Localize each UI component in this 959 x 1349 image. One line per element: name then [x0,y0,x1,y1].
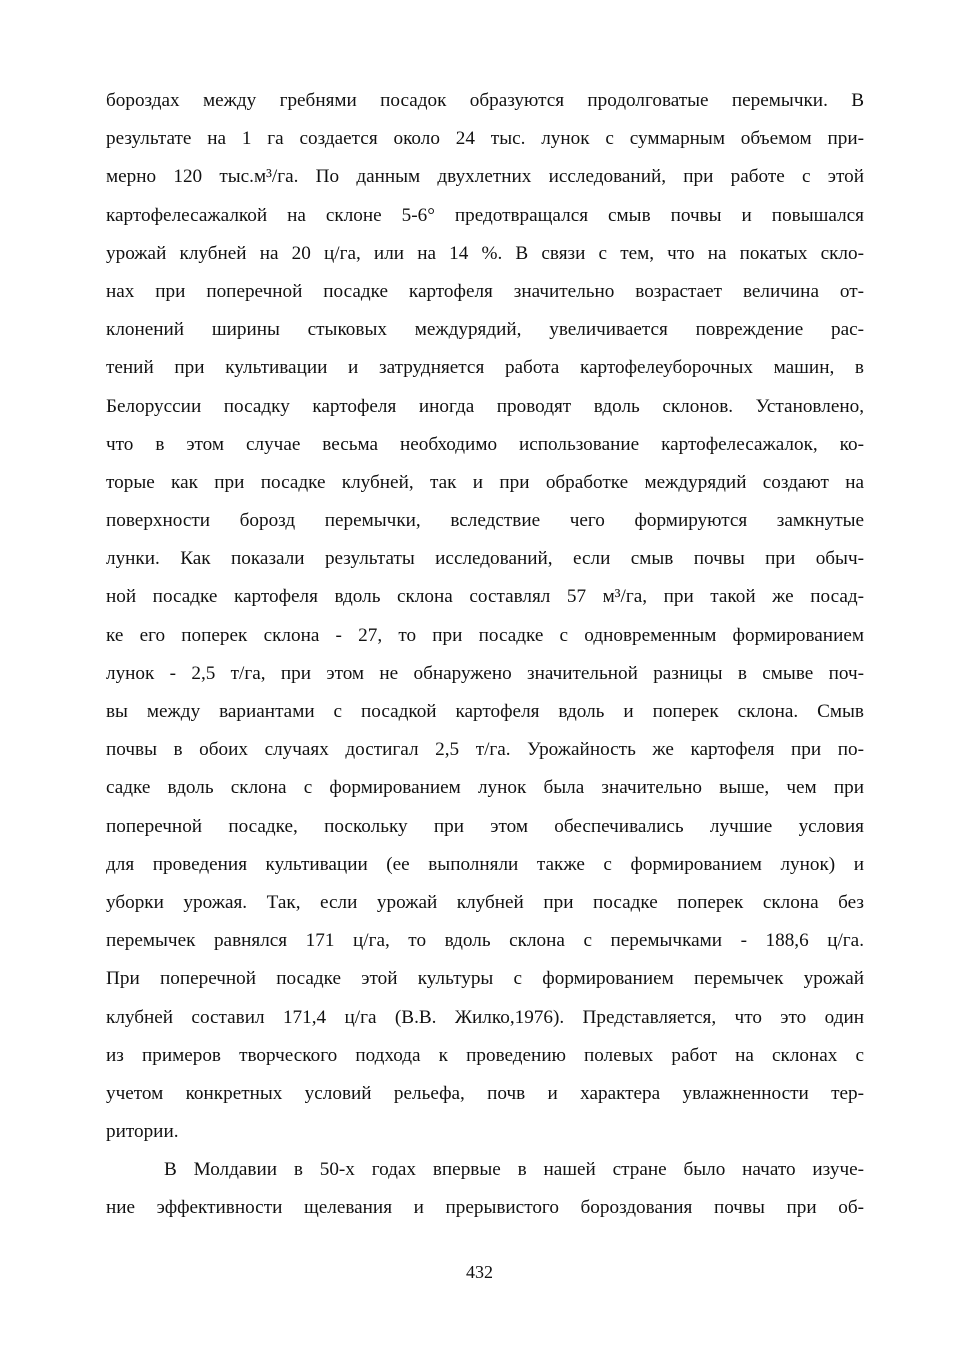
text-line: уборки урожая. Так, если урожай клубней при посадке поперек склона без [106,891,864,913]
text-line: ние эффективности щелевания и прерывистого бороздования почвы при об- [106,1197,864,1219]
text-line: вы между вариантами с посадкой картофеля вдоль и поперек склона. Смыв [106,701,864,722]
text-line: что в этом случае весьма необходимо использование картофелесажалок, ко- [106,433,864,455]
text-line: садке вдоль склона с формированием лунок была значительно выше, чем при [106,777,864,799]
text-line: ке его поперек склона - 27, то при посадке с одновременным формированием [106,624,864,646]
text-line: ной посадке картофеля вдоль склона составлял 57 м³/га, при такой же посад- [106,586,864,608]
text-line: перемычек равнялся 171 ц/га, то вдоль склона с перемычками - 188,6 ц/га. [106,930,864,952]
paragraph-2 [106,1151,864,1227]
text-line: лунок - 2,5 т/га, при этом не обнаружено значительной разницы в смыве поч- [106,662,864,684]
text-line: клубней составил 171,4 ц/га (В.В. Жилко,1976). Представляется, что это один [106,1006,864,1028]
text-line: для проведения культивации (ее выполняли также с формированием лунок) и [106,853,864,875]
text-line: нах при поперечной посадке картофеля значительно возрастает величина от- [106,280,864,302]
page-number: 432 [466,1262,493,1282]
text-line: из примеров творческого подхода к проведению полевых работ на склонах с [106,1044,864,1066]
paragraph-1 [106,82,864,1151]
text-line: лунки. Как показали результаты исследований, если смыв почвы при обыч- [106,548,864,570]
text-line: В Молдавии в 50-х годах впервые в нашей стране было начато изуче- [164,1159,864,1181]
text-line: мерно 120 тыс.м³/га. По данным двухлетних исследований, при работе с этой [106,166,864,188]
text-line: При поперечной посадке этой культуры с формированием перемычек урожай [106,968,864,990]
text-line: почвы в обоих случаях достигал 2,5 т/га. Урожайность же картофеля при по- [106,739,864,761]
text-line: тений при культивации и затрудняется работа картофелеуборочных машин, в [106,357,864,379]
text-line: поперечной посадке, поскольку при этом обеспечивались лучшие условия [106,815,864,837]
text-line: поверхности борозд перемычки, вследствие чего формируются замкнутые [106,510,864,532]
text-line: результате на 1 га создается около 24 тыс. лунок с суммарным объемом при- [106,128,864,150]
body-text [106,82,864,1228]
text-line: урожай клубней на 20 ц/га, или на 14 %. В связи с тем, что на покатых скло- [106,242,864,264]
text-line: Белоруссии посадку картофеля иногда проводят вдоль склонов. Установлено, [106,395,864,417]
text-line: клонений ширины стыковых междурядий, увеличивается повреждение рас- [106,319,864,341]
text-line: учетом конкретных условий рельефа, почв и характера увлажненности тер- [106,1082,864,1104]
text-line: картофелесажалкой на склоне 5-6° предотвращался смыв почвы и повышался [106,204,864,226]
text-line: бороздах между гребнями посадок образуются продолговатые перемычки. В [106,90,864,111]
text-line: торые как при посадке клубней, так и при обработке междурядий создают на [106,471,864,493]
text-line: ритории. [106,1121,179,1143]
